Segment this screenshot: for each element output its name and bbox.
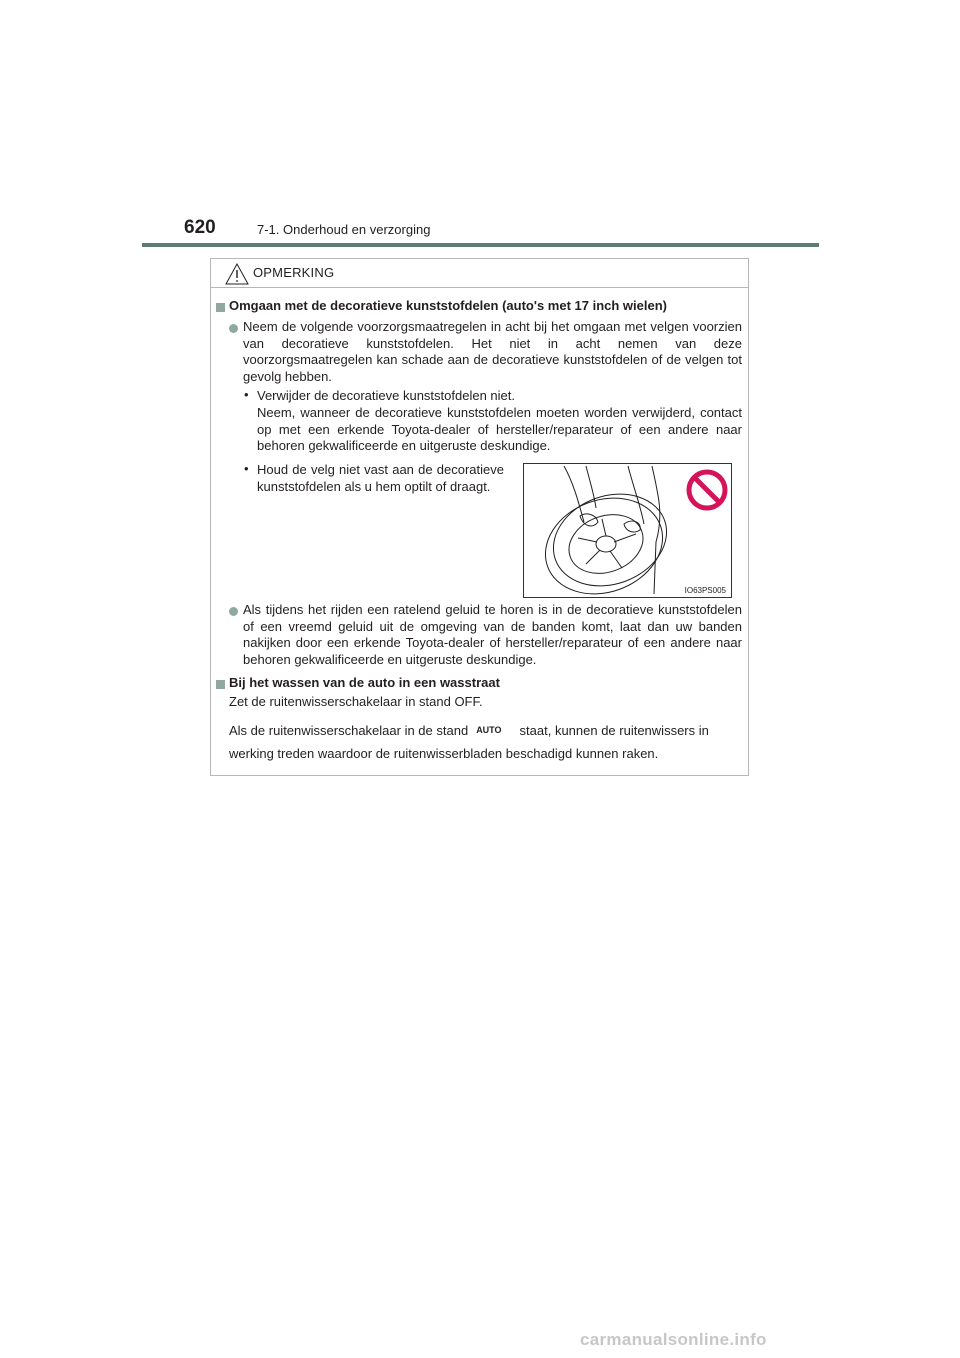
header-rule [142, 243, 819, 247]
illustration-code: IO63PS005 [684, 586, 726, 595]
section1-bullet1: Neem de volgende voorzorgsmaatregelen in acht bij het omgaan met velgen voorzien van decoratieve kunststofdelen. Het niet in acht nemen van deze voorzorgsmaatregelen kan schade aan de decoratieve kunststofdelen of de velgen tot gevolg hebben. [243, 319, 742, 384]
round-bullet-icon [229, 324, 238, 333]
dash-bullet: • [244, 461, 249, 476]
page-number: 620 [184, 217, 216, 238]
dash-bullet: • [244, 387, 249, 402]
section-title: 7-1. Onderhoud en verzorging [257, 222, 431, 237]
square-bullet-icon [216, 680, 225, 689]
sub1-line1: Verwijder de decoratieve kunststofdelen niet. [257, 388, 515, 403]
section2-line2-before: Als de ruitenwisserschakelaar in de stand [229, 723, 469, 738]
wheel-illustration [523, 463, 732, 598]
section2-line2 [229, 722, 742, 740]
section1-heading: Omgaan met de decoratieve kunststofdelen (auto's met 17 inch wielen) [229, 298, 667, 313]
notice-header [211, 259, 748, 288]
notice-title: OPMERKING [253, 265, 335, 280]
round-bullet-icon [229, 607, 238, 616]
section1-bullet2: Als tijdens het rijden een ratelend geluid te horen is in de decoratieve kunststofdelen of een vreemd geluid uit de omgeving van de banden komt, laat dan uw banden nakijken door een erkende Toyota-dealer of hersteller/reparateur of een andere naar behoren gekwalificeerde en uitgeruste deskundige. [243, 602, 742, 667]
section2-line3: werking treden waardoor de ruitenwisserbladen beschadigd kunnen raken. [229, 746, 659, 761]
watermark: carmanualsonline.info [580, 1330, 767, 1349]
section2-line2-after: staat, kunnen de ruitenwissers in [519, 723, 709, 738]
sub2-text: Houd de velg niet vast aan de decoratieve kunststofdelen als u hem optilt of draagt. [257, 462, 504, 494]
section2-line1: Zet de ruitenwisserschakelaar in stand OFF. [229, 694, 483, 709]
sub1-line2: Neem, wanneer de decoratieve kunststofdelen moeten worden verwijderd, contact op met een erkende Toyota-dealer of hersteller/reparateur of een andere naar behoren gekwalificeerde en uitgeruste deskundige. [257, 405, 742, 453]
auto-symbol: AUTO [476, 725, 502, 735]
section2-heading: Bij het wassen van de auto in een wasstraat [229, 675, 500, 690]
square-bullet-icon [216, 303, 225, 312]
prohibition-icon [685, 468, 729, 512]
warning-triangle-icon [225, 263, 249, 285]
